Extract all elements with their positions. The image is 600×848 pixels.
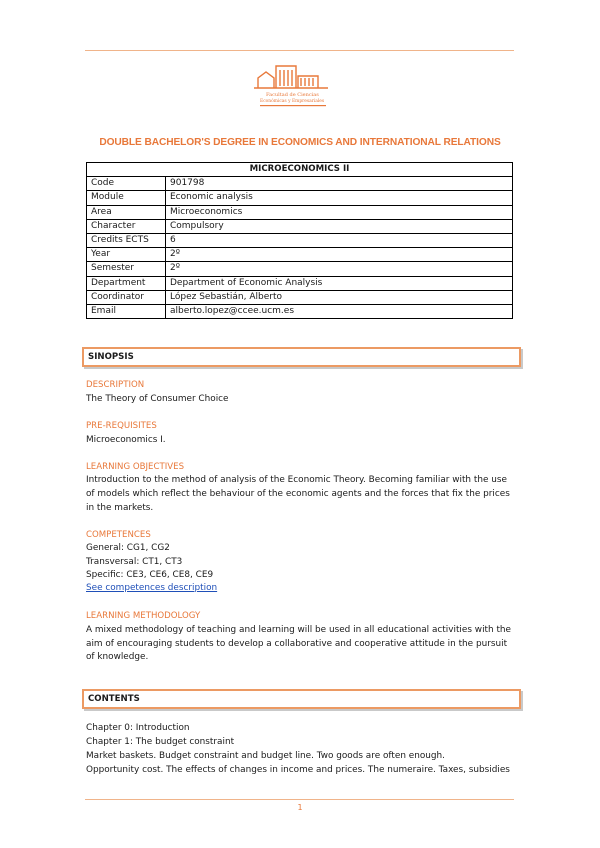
chapter-1-line: Market baskets. Budget constraint and budget line. Two goods are often enough. — [86, 751, 445, 761]
svg-text:Económicas y Empresariales: Económicas y Empresariales — [260, 99, 325, 104]
chapter-1: Chapter 1: The budget constraint — [86, 737, 235, 747]
prerequisites-label: PRE-REQUISITES — [86, 421, 157, 431]
objectives-label: LEARNING OBJECTIVES — [86, 462, 185, 472]
methodology-line: of knowledge. — [86, 652, 149, 662]
objectives-line: Introduction to the method of analysis of the Economic Theory. Becoming familiar with the use — [86, 475, 507, 485]
table-row: Credits ECTS 6 — [87, 233, 513, 247]
course-info-table — [86, 162, 513, 319]
faculty-logo — [252, 58, 336, 110]
section-sinopsis: SINOPSIS — [82, 347, 521, 367]
top-rule — [85, 50, 514, 51]
description-text: The Theory of Consumer Choice — [86, 394, 229, 404]
objectives-line: of models which reflect the behaviour of the economic agents and the forces that fix the prices — [86, 489, 510, 499]
methodology-line: A mixed methodology of teaching and learning will be used in all educational activities with the — [86, 625, 512, 635]
section-contents: CONTENTS — [82, 689, 521, 709]
table-row: Module Economic analysis — [87, 191, 513, 205]
competence-item: Transversal: CT1, CT3 — [86, 557, 183, 567]
email-link[interactable]: alberto.lopez@ccee.ucm.es — [166, 304, 513, 318]
table-row: Email alberto.lopez@ccee.ucm.es — [87, 304, 513, 318]
bottom-rule — [85, 799, 514, 800]
page-number: 1 — [297, 803, 303, 812]
prerequisites-text: Microeconomics I. — [86, 435, 166, 445]
degree-title: DOUBLE BACHELOR'S DEGREE IN ECONOMICS AND INTERNATIONAL RELATIONS — [99, 137, 501, 148]
table-row: Code 901798 — [87, 177, 513, 191]
description-label: DESCRIPTION — [86, 380, 145, 390]
methodology-label: LEARNING METHODOLOGY — [86, 611, 201, 621]
competences-label: COMPETENCES — [86, 530, 151, 540]
methodology-line: aim of encouraging students to develop a collaborative and cooperative attitude in the pursuit — [86, 639, 508, 649]
chapter-0: Chapter 0: Introduction — [86, 723, 190, 733]
competences-link[interactable]: See competences description — [86, 583, 218, 593]
svg-text:Facultad de Ciencias: Facultad de Ciencias — [266, 92, 319, 98]
competence-item: General: CG1, CG2 — [86, 543, 170, 553]
competence-item: Specific: CE3, CE6, CE8, CE9 — [86, 570, 214, 580]
course-title: MICROECONOMICS II — [87, 163, 513, 177]
table-row: Year 2º — [87, 248, 513, 262]
table-row: Character Compulsory — [87, 219, 513, 233]
table-row: Area Microeconomics — [87, 205, 513, 219]
chapter-1-line: Opportunity cost. The effects of changes in income and prices. The numeraire. Taxes, subsidies — [86, 765, 510, 775]
table-row: Semester 2º — [87, 262, 513, 276]
table-row: Department Department of Economic Analysis — [87, 276, 513, 290]
objectives-line: in the markets. — [86, 503, 154, 513]
table-row: Coordinator López Sebastián, Alberto — [87, 290, 513, 304]
